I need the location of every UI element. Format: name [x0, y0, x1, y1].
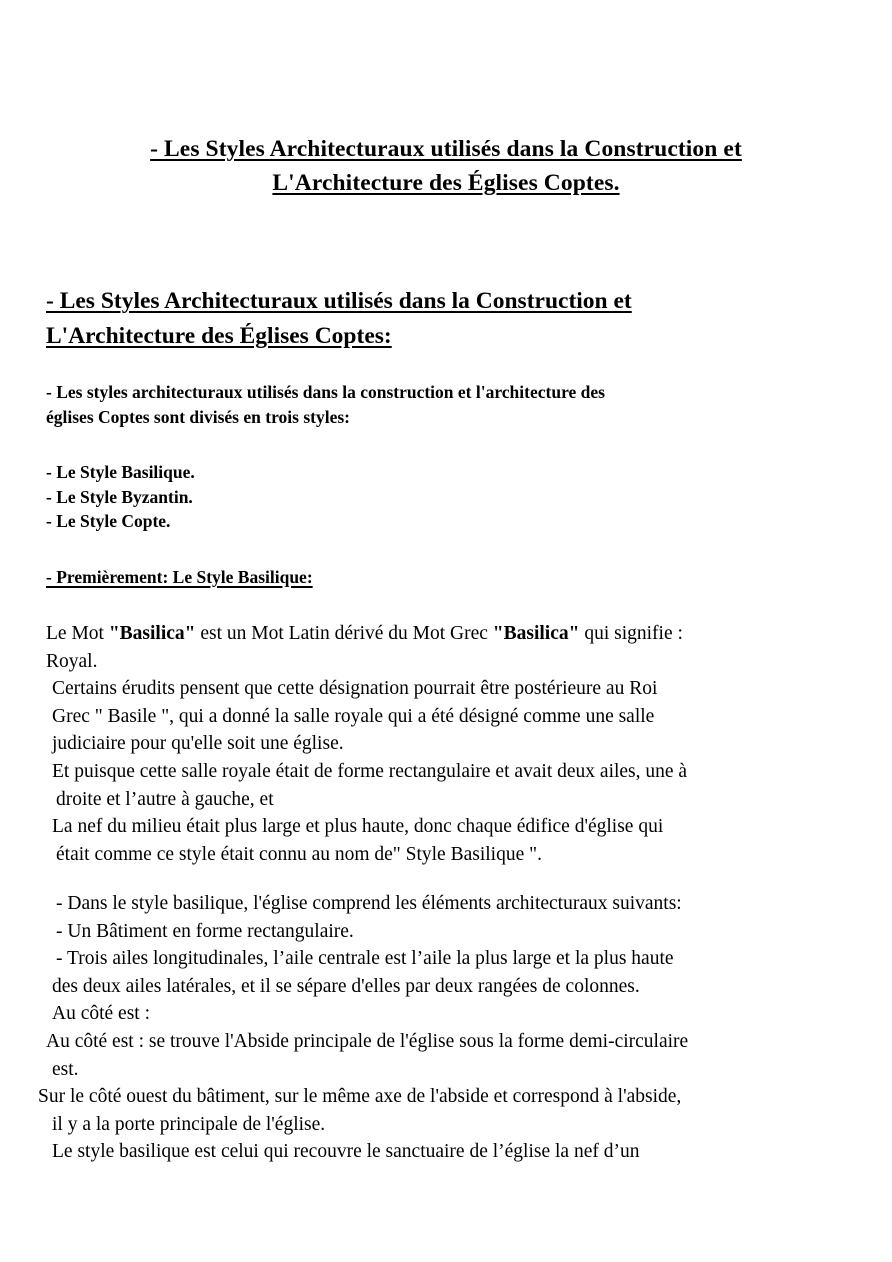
section-heading — [46, 284, 846, 354]
elements-line-7: est. — [52, 1058, 79, 1080]
basilica-paragraph — [46, 620, 858, 868]
list-item: - Le Style Byzantin. — [46, 486, 193, 507]
basilica-line-4: Grec " Basile ", qui a donné la salle royale qui a été désigné comme une salle — [52, 705, 655, 727]
basilica-term-greek: "Basilica" — [492, 623, 580, 644]
elements-line-6: Au côté est : se trouve l'Abside principale de l'église sous la forme demi-circulaire — [46, 1030, 689, 1052]
elements-line-8: Sur le côté ouest du bâtiment, sur le même axe de l'abside et correspond à l'abside, — [38, 1086, 682, 1108]
section-heading-line-2 — [46, 319, 846, 354]
basilica-line-6: Et puisque cette salle royale était de forme rectangulaire et avait deux ailes, une à — [52, 760, 688, 782]
sub-heading-text: - Premièrement: Le Style Basilique: — [46, 567, 313, 587]
elements-line-5: Au côté est : — [52, 1003, 151, 1025]
elements-line-10: Le style basilique est celui qui recouvre le sanctuaire de l’église la nef d’un — [52, 1141, 640, 1163]
elements-line-4: des deux ailes latérales, et il se sépare d'elles par deux rangées de colonnes. — [52, 975, 640, 997]
section-heading-line-1 — [46, 284, 846, 319]
intro-paragraph-line-2: églises Coptes sont divisés en trois styles: — [46, 407, 350, 427]
basilica-line-7: droite et l’autre à gauche, et — [56, 788, 274, 810]
document-title-line-2-text: L'Architecture des Églises Coptes. — [272, 170, 620, 196]
basilica-line-8: La nef du milieu était plus large et plus haute, donc chaque édifice d'église qui — [52, 816, 664, 838]
basilica-line-2: Royal. — [46, 650, 98, 672]
basilica-line-1-part-a: Le Mot — [46, 623, 109, 644]
basilica-line-9: était comme ce style était connu au nom de" Style Basilique ". — [56, 843, 542, 865]
elements-line-3: - Trois ailes longitudinales, l’aile centrale est l’aile la plus large et la plus haute — [56, 948, 674, 970]
document-title-line-1-text: - Les Styles Architecturaux utilisés dans la Construction et — [150, 136, 742, 162]
document-title-line-1 — [46, 132, 846, 166]
list-item: - Le Style Copte. — [46, 511, 171, 531]
list-item: - Le Style Basilique. — [46, 462, 195, 482]
basilica-term-latin: "Basilica" — [108, 623, 196, 644]
styles-list — [46, 460, 546, 534]
intro-paragraph — [46, 380, 836, 430]
basilica-line-3: Certains érudits pensent que cette désignation pourrait être postérieure au Roi — [52, 678, 658, 700]
basilica-line-1-part-e: qui signifie : — [579, 623, 683, 644]
basilica-line-1 — [46, 620, 858, 648]
section-heading-line-2-text: L'Architecture des Églises Coptes: — [46, 323, 392, 349]
elements-line-9: il y a la porte principale de l'église. — [52, 1113, 326, 1135]
section-heading-line-1-text: - Les Styles Architecturaux utilisés dans la Construction et — [46, 288, 632, 314]
document-title-line-2 — [46, 166, 846, 200]
document-title — [46, 132, 846, 200]
sub-heading-premierement — [46, 565, 313, 589]
basilica-line-5: judiciaire pour qu'elle soit une église. — [52, 733, 344, 755]
elements-line-2: - Un Bâtiment en forme rectangulaire. — [56, 920, 354, 942]
elements-line-1: - Dans le style basilique, l'église comprend les éléments architecturaux suivants: — [56, 893, 682, 914]
intro-paragraph-line-1: - Les styles architecturaux utilisés dans la construction et l'architecture des — [46, 382, 605, 402]
basilica-line-1-part-c: est un Mot Latin dérivé du Mot Grec — [195, 623, 493, 644]
elements-paragraph — [38, 890, 858, 1166]
